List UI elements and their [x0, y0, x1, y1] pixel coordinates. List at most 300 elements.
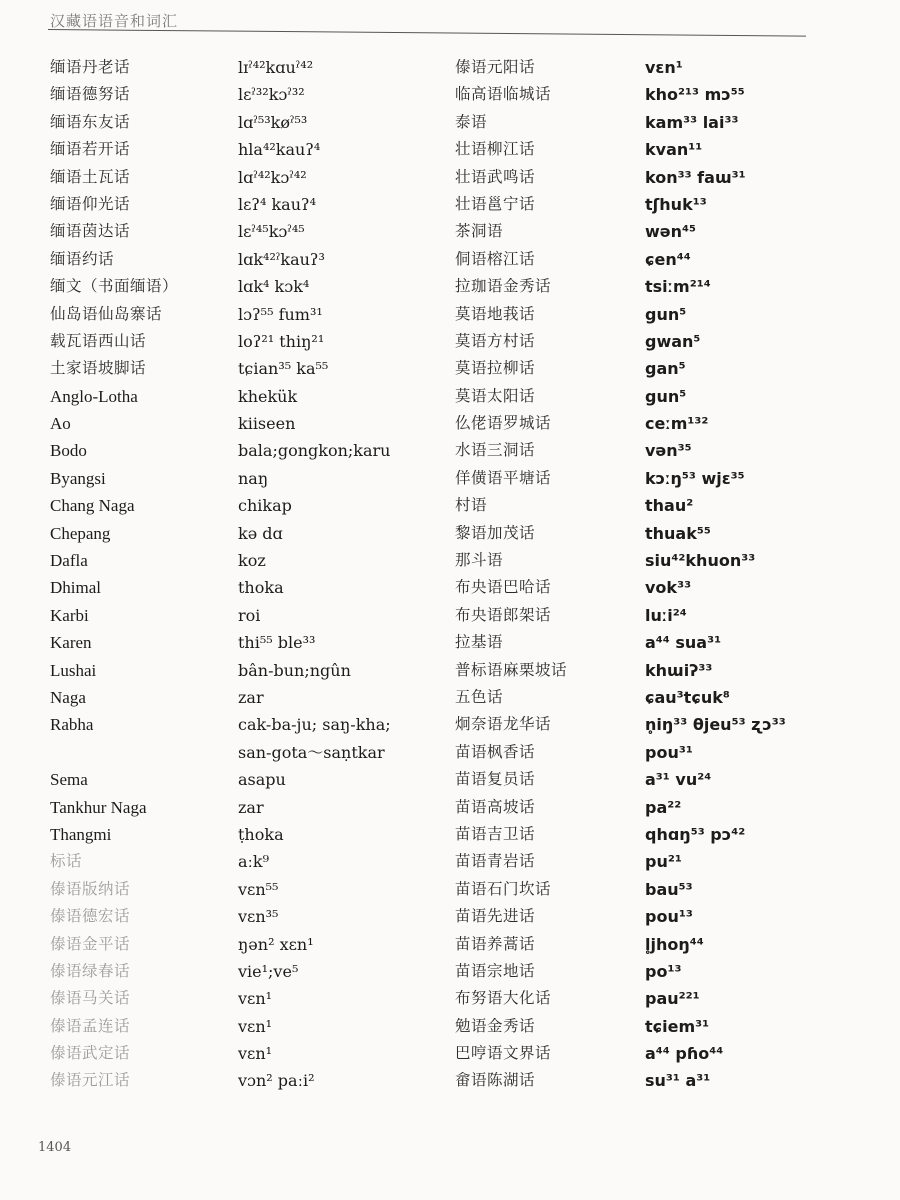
word-form	[645, 355, 686, 383]
word-form	[238, 574, 284, 602]
entry-row	[50, 492, 450, 519]
word-form	[238, 848, 269, 876]
phonetic-transcription: vɛn¹	[238, 989, 273, 1009]
word-form	[645, 1040, 723, 1068]
language-name: Chepang	[50, 523, 111, 543]
word-form	[238, 492, 292, 520]
phonetic-transcription: wən⁴⁵	[645, 222, 697, 242]
entry-row	[50, 711, 450, 738]
language-name: 缅语仰光话	[50, 195, 131, 213]
phonetic-transcription: kvan¹¹	[645, 140, 703, 160]
language-name: 缅语土瓦话	[50, 168, 131, 186]
entry-row	[50, 520, 450, 547]
entry-row	[50, 1067, 450, 1094]
entry-row	[455, 301, 875, 328]
word-form	[238, 903, 278, 931]
entry-row	[455, 328, 875, 355]
phonetic-transcription: asapu	[238, 770, 286, 790]
phonetic-transcription: kiiseen	[238, 414, 296, 434]
phonetic-transcription: siu⁴²khuon³³	[645, 551, 756, 571]
phonetic-transcription: chikap	[238, 496, 292, 516]
language-name: 傣语德宏话	[50, 908, 131, 926]
entry-row	[50, 684, 450, 711]
phonetic-transcription: vɛn⁵⁵	[238, 879, 279, 899]
entry-row	[455, 903, 875, 930]
language-name: 苗语养蒿话	[455, 934, 536, 953]
language-name: 茶洞语	[455, 222, 504, 241]
language-name: 壮语柳江话	[455, 140, 536, 159]
entry-row	[50, 931, 450, 958]
language-name: 巴哼语文界话	[455, 1044, 552, 1063]
word-form	[238, 465, 268, 493]
phonetic-transcription: roi	[238, 605, 261, 625]
phonetic-transcription: lɛˀ³²kɔˀ³²	[238, 85, 305, 105]
language-name: 缅语约话	[50, 250, 115, 268]
entry-row	[50, 574, 450, 601]
phonetic-transcription: vok³³	[645, 578, 692, 598]
phonetic-transcription: naŋ	[238, 468, 269, 488]
language-name: Karbi	[50, 605, 89, 625]
word-form	[645, 383, 686, 411]
entry-row	[50, 1040, 450, 1067]
entry-row	[50, 273, 450, 300]
language-name: 缅文（书面缅语）	[50, 278, 179, 296]
language-name: 傣语绿春话	[50, 962, 131, 980]
word-form	[645, 547, 755, 575]
language-name: Naga	[50, 687, 86, 707]
word-form	[238, 218, 305, 246]
language-name: Bodo	[50, 441, 87, 461]
phonetic-transcription: vɛn³⁵	[238, 907, 279, 927]
language-name: 村语	[455, 496, 488, 515]
phonetic-transcription: lɛˀ⁴⁵kɔˀ⁴⁵	[238, 222, 305, 242]
entry-row	[455, 1013, 875, 1040]
word-form	[645, 410, 708, 438]
language-name: Ao	[50, 414, 71, 434]
entry-row	[455, 629, 875, 656]
word-form	[645, 520, 711, 548]
word-form	[645, 164, 746, 192]
word-form	[645, 684, 730, 712]
word-form	[238, 739, 385, 767]
entry-row	[50, 766, 450, 793]
phonetic-transcription: gwan⁵	[645, 331, 701, 351]
word-form	[238, 711, 391, 739]
phonetic-transcription: kɔːŋ⁵³ wjɛ³⁵	[645, 468, 745, 488]
entry-row	[455, 81, 875, 108]
word-form	[645, 574, 691, 602]
phonetic-transcription: pu²¹	[645, 852, 682, 872]
language-name: 苗语青岩话	[455, 852, 536, 871]
word-form	[645, 492, 693, 520]
entry-row	[50, 958, 450, 985]
word-form	[238, 985, 272, 1013]
phonetic-transcription: a⁴⁴ sua³¹	[645, 633, 722, 653]
entry-row	[50, 246, 450, 273]
phonetic-transcription: tɕiem³¹	[645, 1016, 710, 1036]
entry-row	[50, 328, 450, 355]
language-name: 苗语高坡话	[455, 797, 536, 816]
phonetic-transcription: bân-bun;ngûn	[238, 660, 351, 680]
phonetic-transcription: tsiːm²¹⁴	[645, 277, 711, 297]
word-form	[238, 246, 325, 274]
word-form	[645, 81, 745, 109]
language-name: 那斗语	[455, 551, 504, 570]
language-name: Thangmi	[50, 824, 112, 844]
entry-row	[50, 383, 450, 410]
phonetic-transcription: pau²²¹	[645, 989, 700, 1009]
phonetic-transcription: khekük	[238, 386, 298, 406]
phonetic-transcription: kon³³ faɯ³¹	[645, 167, 746, 187]
phonetic-transcription: vɛn¹	[645, 58, 683, 77]
entry-row	[50, 410, 450, 437]
word-form	[645, 711, 786, 739]
entry-row	[50, 301, 450, 328]
entry-row	[50, 602, 450, 629]
entry-row	[455, 848, 875, 875]
language-name: 泰语	[455, 112, 488, 131]
phonetic-transcription: pa²²	[645, 797, 682, 817]
phonetic-transcription: gan⁵	[645, 359, 686, 379]
left-column	[50, 54, 450, 1095]
language-name: 五色话	[455, 687, 504, 706]
word-form	[645, 629, 721, 657]
entry-row	[455, 958, 875, 985]
phonetic-transcription: lɔʔ⁵⁵ fum³¹	[238, 304, 323, 324]
phonetic-transcription: aːk⁹	[238, 852, 270, 872]
phonetic-transcription: l̥jhoŋ⁴⁴	[645, 934, 704, 954]
language-name: 傣语元阳话	[455, 58, 536, 76]
word-form	[238, 602, 260, 630]
phonetic-transcription: san-gota～saṇtkar	[238, 742, 385, 762]
language-name: 莫语拉柳话	[455, 359, 536, 378]
language-name: 傣语孟连话	[50, 1017, 131, 1035]
language-name: 莫语地莪话	[455, 304, 536, 323]
word-form	[238, 437, 390, 465]
word-form	[238, 958, 298, 986]
word-form	[238, 1067, 315, 1095]
phonetic-transcription: thuak⁵⁵	[645, 523, 711, 543]
word-form	[645, 931, 704, 959]
word-form	[238, 684, 264, 712]
entry-row	[50, 547, 450, 574]
entry-row	[455, 218, 875, 245]
entry-row	[455, 574, 875, 601]
entry-row	[455, 547, 875, 574]
phonetic-transcription: luːi²⁴	[645, 605, 687, 625]
language-name: 布央语巴哈话	[455, 578, 552, 597]
phonetic-transcription: su³¹ a³¹	[645, 1071, 711, 1091]
entry-row	[455, 684, 875, 711]
language-name: 苗语复员话	[455, 770, 536, 789]
language-name: 畲语陈湖话	[455, 1071, 536, 1090]
entry-row	[455, 355, 875, 382]
word-form	[238, 766, 286, 794]
phonetic-transcription: kam³³ lai³³	[645, 112, 739, 132]
language-name: 傣语武定话	[50, 1045, 131, 1063]
phonetic-transcription: a⁴⁴ pɦo⁴⁴	[645, 1044, 724, 1064]
language-name: 黎语加茂话	[455, 523, 536, 542]
word-form	[645, 191, 707, 219]
entry-row	[455, 492, 875, 519]
entry-row	[50, 191, 450, 218]
entry-row	[50, 985, 450, 1012]
word-form	[238, 54, 313, 82]
entry-row	[50, 1013, 450, 1040]
entry-row	[455, 657, 875, 684]
entry-row	[50, 355, 450, 382]
word-form	[238, 328, 324, 356]
language-name: 壮语武鸣话	[455, 167, 536, 186]
phonetic-transcription: ceːm¹³²	[645, 414, 709, 434]
word-form	[645, 985, 700, 1013]
entry-row	[50, 136, 450, 163]
word-form	[238, 876, 278, 904]
language-name: 勉语金秀话	[455, 1016, 536, 1035]
phonetic-transcription: cak-ba-ju; saŋ-kha;	[238, 715, 391, 735]
word-form	[645, 739, 693, 767]
entry-row	[455, 794, 875, 821]
language-name: Anglo-Lotha	[50, 386, 138, 406]
word-form	[238, 629, 315, 657]
word-form	[238, 301, 323, 329]
word-form	[238, 547, 266, 575]
entry-row	[50, 54, 450, 81]
language-name: 莫语方村话	[455, 331, 536, 350]
phonetic-transcription: lɛʔ⁴ kauʔ⁴	[238, 194, 317, 214]
language-name: 布央语郎架话	[455, 605, 552, 624]
language-name: 苗语枫香话	[455, 742, 536, 761]
word-form	[238, 794, 264, 822]
word-form	[645, 766, 711, 794]
phonetic-transcription: gun⁵	[645, 304, 687, 324]
phonetic-transcription: ɕen⁴⁴	[645, 249, 691, 269]
word-form	[238, 520, 283, 548]
word-form	[238, 81, 305, 109]
entry-row	[455, 711, 875, 738]
phonetic-transcription: lɑk⁴ kɔk⁴	[238, 277, 310, 297]
entry-row	[455, 931, 875, 958]
word-form	[645, 903, 693, 931]
language-name: 傣语金平话	[50, 935, 131, 953]
entry-row	[455, 1040, 875, 1067]
phonetic-transcription: bau⁵³	[645, 879, 693, 899]
word-form	[238, 355, 328, 383]
language-name: 土家语坡脚话	[50, 360, 147, 378]
entry-row	[455, 191, 875, 218]
phonetic-transcription: qhɑŋ⁵³ pɔ⁴²	[645, 824, 746, 844]
language-name: Sema	[50, 770, 88, 790]
language-name: 莫语太阳话	[455, 386, 536, 405]
header-rule	[48, 29, 806, 37]
phonetic-transcription: koz	[238, 551, 266, 571]
phonetic-transcription: hla⁴²kauʔ⁴	[238, 140, 321, 160]
entry-row	[455, 246, 875, 273]
word-form	[645, 794, 681, 822]
language-name: 壮语邕宁话	[455, 194, 536, 213]
language-name: 缅语茵达话	[50, 223, 131, 241]
page-number: 1404	[38, 1140, 72, 1155]
phonetic-transcription: lɑˀ⁵³køˀ⁵³	[238, 112, 308, 132]
word-form	[645, 246, 691, 274]
word-form	[238, 1013, 272, 1041]
entry-row	[455, 54, 875, 81]
word-form	[238, 136, 320, 164]
phonetic-transcription: thi⁵⁵ ble³³	[238, 633, 316, 653]
phonetic-transcription: ṭhoka	[238, 824, 284, 844]
language-name: 载瓦语西山话	[50, 332, 147, 350]
word-form	[645, 437, 692, 465]
phonetic-transcription: po¹³	[645, 961, 682, 981]
language-name: 缅语若开话	[50, 141, 131, 159]
language-name: 苗语石门坎话	[455, 879, 552, 898]
phonetic-transcription: tɕian³⁵ ka⁵⁵	[238, 359, 329, 379]
phonetic-transcription: n̥iŋ³³ θjeu⁵³ ʐɔ³³	[645, 715, 786, 735]
entry-row	[50, 465, 450, 492]
word-form	[645, 465, 745, 493]
word-form	[645, 109, 738, 137]
phonetic-transcription: pou³¹	[645, 742, 693, 762]
phonetic-transcription: thau²	[645, 496, 694, 516]
language-name: 傣语版纳话	[50, 880, 131, 898]
entry-row	[50, 629, 450, 656]
word-form	[645, 54, 683, 82]
word-form	[645, 136, 702, 164]
language-name: 缅语德努话	[50, 86, 131, 104]
language-name: 仫佬语罗城话	[455, 414, 552, 433]
entry-row	[50, 437, 450, 464]
phonetic-transcription: vɛn¹	[238, 1016, 273, 1036]
word-form	[238, 931, 314, 959]
entry-row	[455, 520, 875, 547]
phonetic-transcription: gun⁵	[645, 386, 687, 406]
word-form	[238, 109, 307, 137]
word-form	[238, 657, 351, 685]
phonetic-transcription: vɛn¹	[238, 1044, 273, 1064]
right-column	[455, 54, 875, 1095]
entry-row	[50, 794, 450, 821]
phonetic-transcription: kho²¹³ mɔ⁵⁵	[645, 85, 745, 105]
word-form	[645, 602, 687, 630]
language-name: 标话	[50, 853, 83, 871]
entry-row	[50, 876, 450, 903]
word-form	[238, 1040, 272, 1068]
phonetic-transcription: lɪˀ⁴²kɑuˀ⁴²	[238, 58, 314, 77]
entry-row	[50, 821, 450, 848]
language-name: 佯僙语平塘话	[455, 468, 552, 487]
entry-row	[455, 602, 875, 629]
language-name: 苗语宗地话	[455, 961, 536, 980]
language-name: Lushai	[50, 660, 97, 680]
entry-row	[50, 657, 450, 684]
entry-row	[455, 465, 875, 492]
entry-row	[455, 821, 875, 848]
phonetic-transcription: zar	[238, 687, 264, 707]
language-name: 缅语东友话	[50, 113, 131, 131]
language-name: Karen	[50, 633, 92, 653]
language-name: 傣语马关话	[50, 990, 131, 1008]
language-name: 侗语榕江话	[455, 249, 536, 268]
phonetic-transcription: thoka	[238, 578, 284, 598]
language-name: 布努语大化话	[455, 989, 552, 1008]
word-form	[238, 273, 309, 301]
entry-row	[455, 985, 875, 1012]
phonetic-transcription: tʃhuk¹³	[645, 194, 707, 214]
language-name: 水语三洞话	[455, 441, 536, 460]
phonetic-transcription: khɯiʔ³³	[645, 660, 713, 680]
entry-row	[455, 766, 875, 793]
language-name: Dhimal	[50, 578, 101, 598]
entry-row	[455, 109, 875, 136]
word-form	[645, 657, 712, 685]
word-form	[238, 164, 307, 192]
phonetic-transcription: kə dɑ	[238, 523, 283, 543]
word-form	[238, 191, 316, 219]
word-form	[645, 821, 745, 849]
language-name: Dafla	[50, 551, 88, 571]
word-form	[645, 273, 711, 301]
phonetic-transcription: zar	[238, 797, 264, 817]
language-name: 苗语吉卫话	[455, 824, 536, 843]
entry-row	[455, 437, 875, 464]
entry-row	[455, 164, 875, 191]
language-name: Chang Naga	[50, 496, 135, 516]
language-name: Rabha	[50, 715, 94, 735]
running-head: 汉藏语语音和词汇	[50, 12, 179, 30]
phonetic-transcription: bala;gongkon;karu	[238, 441, 391, 461]
entry-row	[50, 848, 450, 875]
phonetic-transcription: lɑˀ⁴²kɔˀ⁴²	[238, 167, 307, 187]
entry-row	[50, 164, 450, 191]
phonetic-transcription: pou¹³	[645, 907, 693, 927]
language-name: 炯奈语龙华话	[455, 715, 552, 734]
word-form	[645, 1067, 710, 1095]
phonetic-transcription: vən³⁵	[645, 441, 692, 461]
word-form	[645, 328, 700, 356]
phonetic-transcription: lɑk⁴²ˀkauʔ³	[238, 249, 325, 269]
language-name: 普标语麻栗坡话	[455, 660, 568, 679]
entry-row	[50, 739, 450, 766]
entry-row	[455, 136, 875, 163]
language-name: 拉珈语金秀话	[455, 277, 552, 296]
language-name: 傣语元江话	[50, 1072, 131, 1090]
entry-row	[50, 109, 450, 136]
entry-row	[455, 410, 875, 437]
word-form	[238, 383, 297, 411]
phonetic-transcription: vie¹;ve⁵	[238, 961, 299, 981]
language-name: 苗语先进话	[455, 907, 536, 926]
phonetic-transcription: loʔ²¹ thiŋ²¹	[238, 331, 325, 351]
word-form	[645, 958, 681, 986]
word-form	[645, 848, 682, 876]
word-form	[645, 876, 693, 904]
entry-row	[455, 739, 875, 766]
entry-row	[50, 218, 450, 245]
entry-row	[455, 1067, 875, 1094]
language-name: 缅语丹老话	[50, 59, 131, 76]
entry-row	[50, 903, 450, 930]
word-form	[645, 1013, 709, 1041]
phonetic-transcription: ɕau³tɕuk⁸	[645, 687, 730, 707]
phonetic-transcription: a³¹ vu²⁴	[645, 770, 712, 790]
language-name: 仙岛语仙岛寨话	[50, 305, 163, 323]
entry-row	[50, 81, 450, 108]
language-name: 拉基语	[455, 633, 504, 652]
word-form	[645, 218, 696, 246]
language-name: Tankhur Naga	[50, 797, 147, 817]
language-name: 临高语临城话	[455, 85, 552, 104]
entry-row	[455, 273, 875, 300]
